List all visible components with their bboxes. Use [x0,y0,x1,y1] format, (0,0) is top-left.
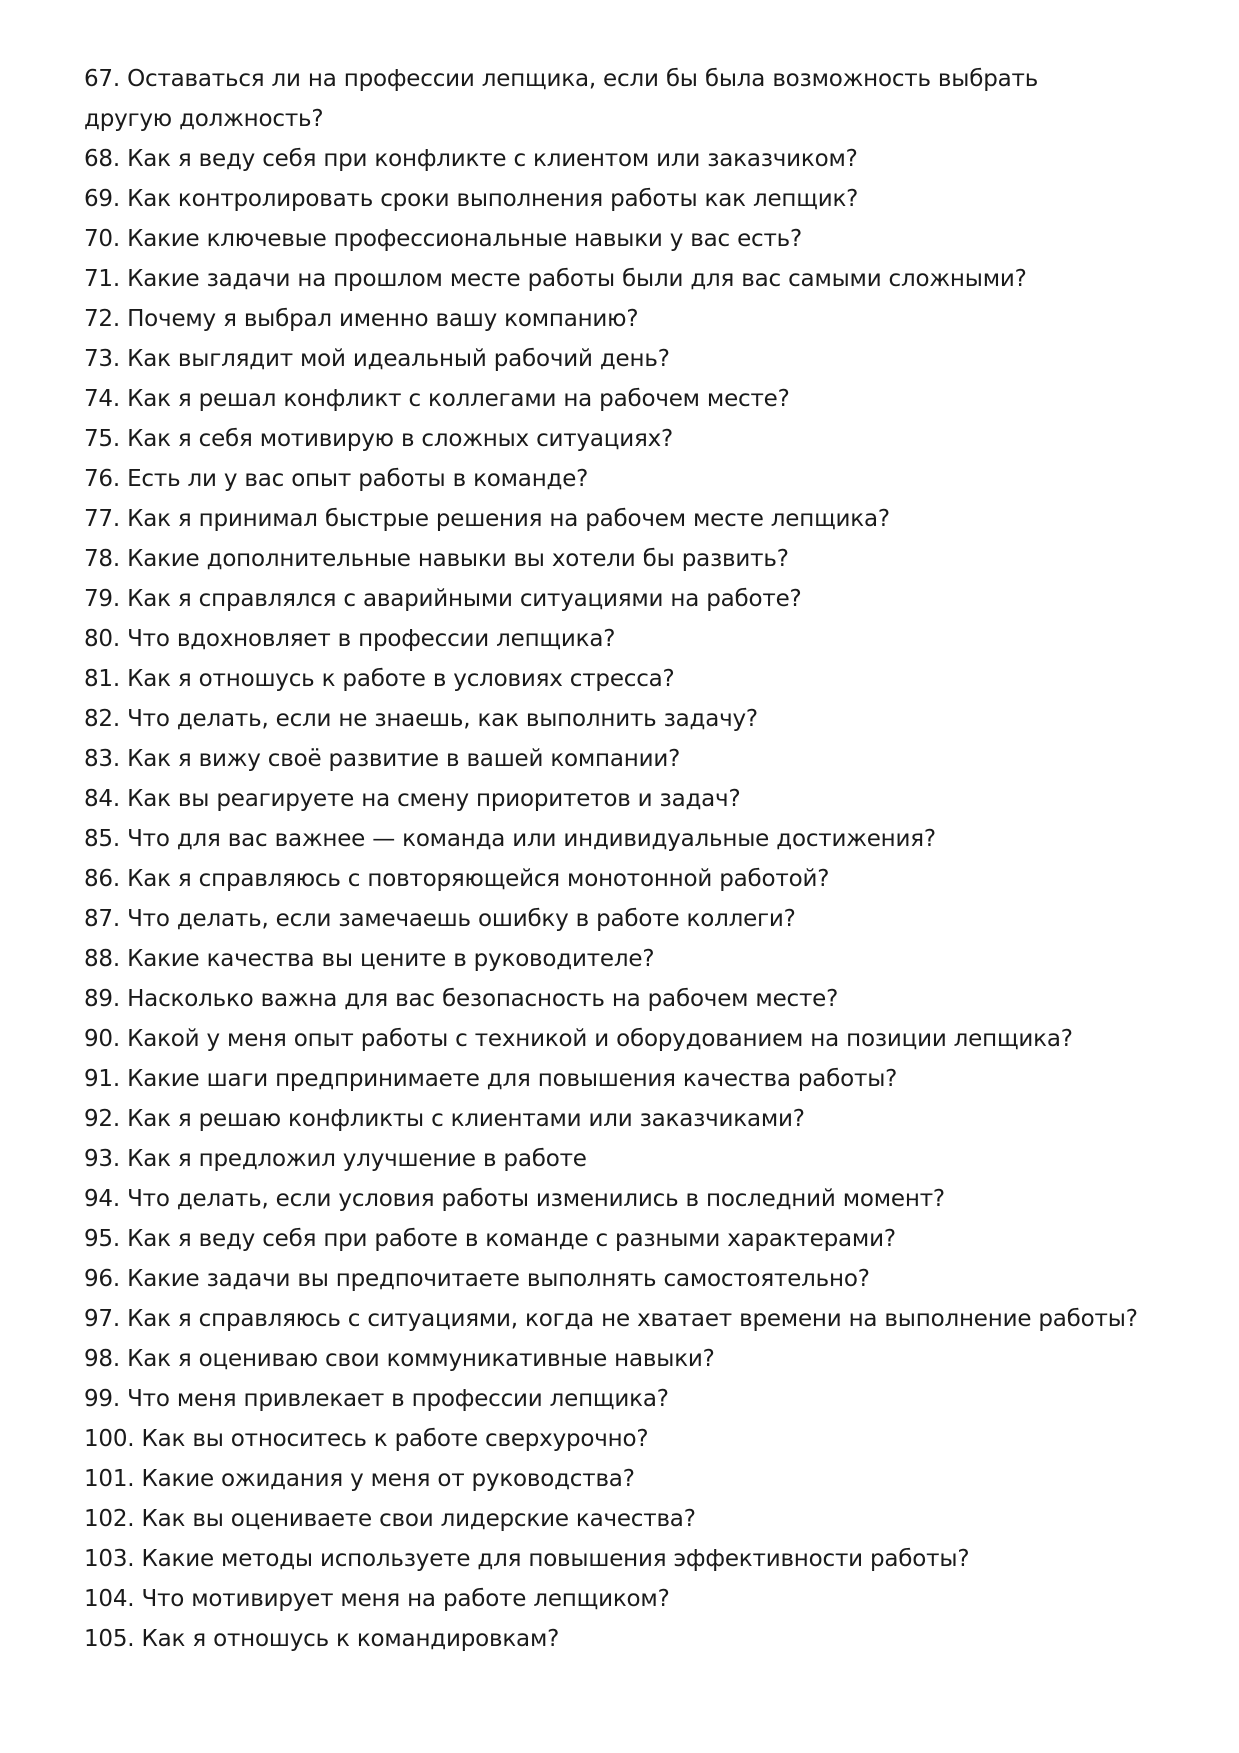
question-item: 86. Как я справляюсь с повторяющейся монотонной работой? [84,866,830,892]
question-item: 94. Что делать, если условия работы изменились в последний момент? [84,1186,945,1212]
question-item: 88. Какие качества вы цените в руководителе? [84,946,655,972]
question-item: 104. Что мотивирует меня на работе лепщиком? [84,1586,670,1612]
question-item: 97. Как я справляюсь с ситуациями, когда не хватает времени на выполнение работы? [84,1306,1138,1332]
question-item: 75. Как я себя мотивирую в сложных ситуациях? [84,426,674,452]
question-item: 68. Как я веду себя при конфликте с клиентом или заказчиком? [84,146,858,172]
question-item: 74. Как я решал конфликт с коллегами на рабочем месте? [84,386,790,412]
question-item: 98. Как я оцениваю свои коммуникативные навыки? [84,1346,715,1372]
question-item: 102. Как вы оцениваете свои лидерские качества? [84,1506,696,1532]
question-list [84,59,1164,1659]
question-item: 81. Как я отношусь к работе в условиях стресса? [84,666,675,692]
question-item: 89. Насколько важна для вас безопасность на рабочем месте? [84,986,839,1012]
question-item: 96. Какие задачи вы предпочитаете выполнять самостоятельно? [84,1266,870,1292]
question-item: 83. Как я вижу своё развитие в вашей компании? [84,746,681,772]
question-item: 90. Какой у меня опыт работы с техникой и оборудованием на позиции лепщика? [84,1026,1073,1052]
question-item: 92. Как я решаю конфликты с клиентами или заказчиками? [84,1106,805,1132]
question-item: 82. Что делать, если не знаешь, как выполнить задачу? [84,706,758,732]
question-item: 77. Как я принимал быстрые решения на рабочем месте лепщика? [84,506,890,532]
question-item: 99. Что меня привлекает в профессии лепщика? [84,1386,669,1412]
question-item: 91. Какие шаги предпринимаете для повышения качества работы? [84,1066,898,1092]
question-item: 85. Что для вас важнее — команда или индивидуальные достижения? [84,826,936,852]
question-item: 72. Почему я выбрал именно вашу компанию? [84,306,639,332]
question-item: 105. Как я отношусь к командировкам? [84,1626,560,1652]
question-item: 103. Какие методы используете для повышения эффективности работы? [84,1546,970,1572]
question-item: 70. Какие ключевые профессиональные навыки у вас есть? [84,226,803,252]
question-item: 78. Какие дополнительные навыки вы хотели бы развить? [84,546,789,572]
question-item: 71. Какие задачи на прошлом месте работы были для вас самыми сложными? [84,266,1027,292]
question-item: 73. Как выглядит мой идеальный рабочий день? [84,346,670,372]
question-item: 93. Как я предложил улучшение в работе [84,1146,587,1172]
question-item: 79. Как я справлялся с аварийными ситуациями на работе? [84,586,802,612]
question-item: 80. Что вдохновляет в профессии лепщика? [84,626,616,652]
question-item: 100. Как вы относитесь к работе сверхурочно? [84,1426,649,1452]
question-item: 76. Есть ли у вас опыт работы в команде? [84,466,589,492]
question-item: 84. Как вы реагируете на смену приоритетов и задач? [84,786,741,812]
question-item: 69. Как контролировать сроки выполнения работы как лепщик? [84,186,859,212]
question-item: 67. Оставаться ли на профессии лепщика, если бы была возможность выбрать другую должность? [84,66,1039,132]
question-item: 87. Что делать, если замечаешь ошибку в работе коллеги? [84,906,796,932]
question-item: 101. Какие ожидания у меня от руководства? [84,1466,635,1492]
question-item: 95. Как я веду себя при работе в команде с разными характерами? [84,1226,896,1252]
